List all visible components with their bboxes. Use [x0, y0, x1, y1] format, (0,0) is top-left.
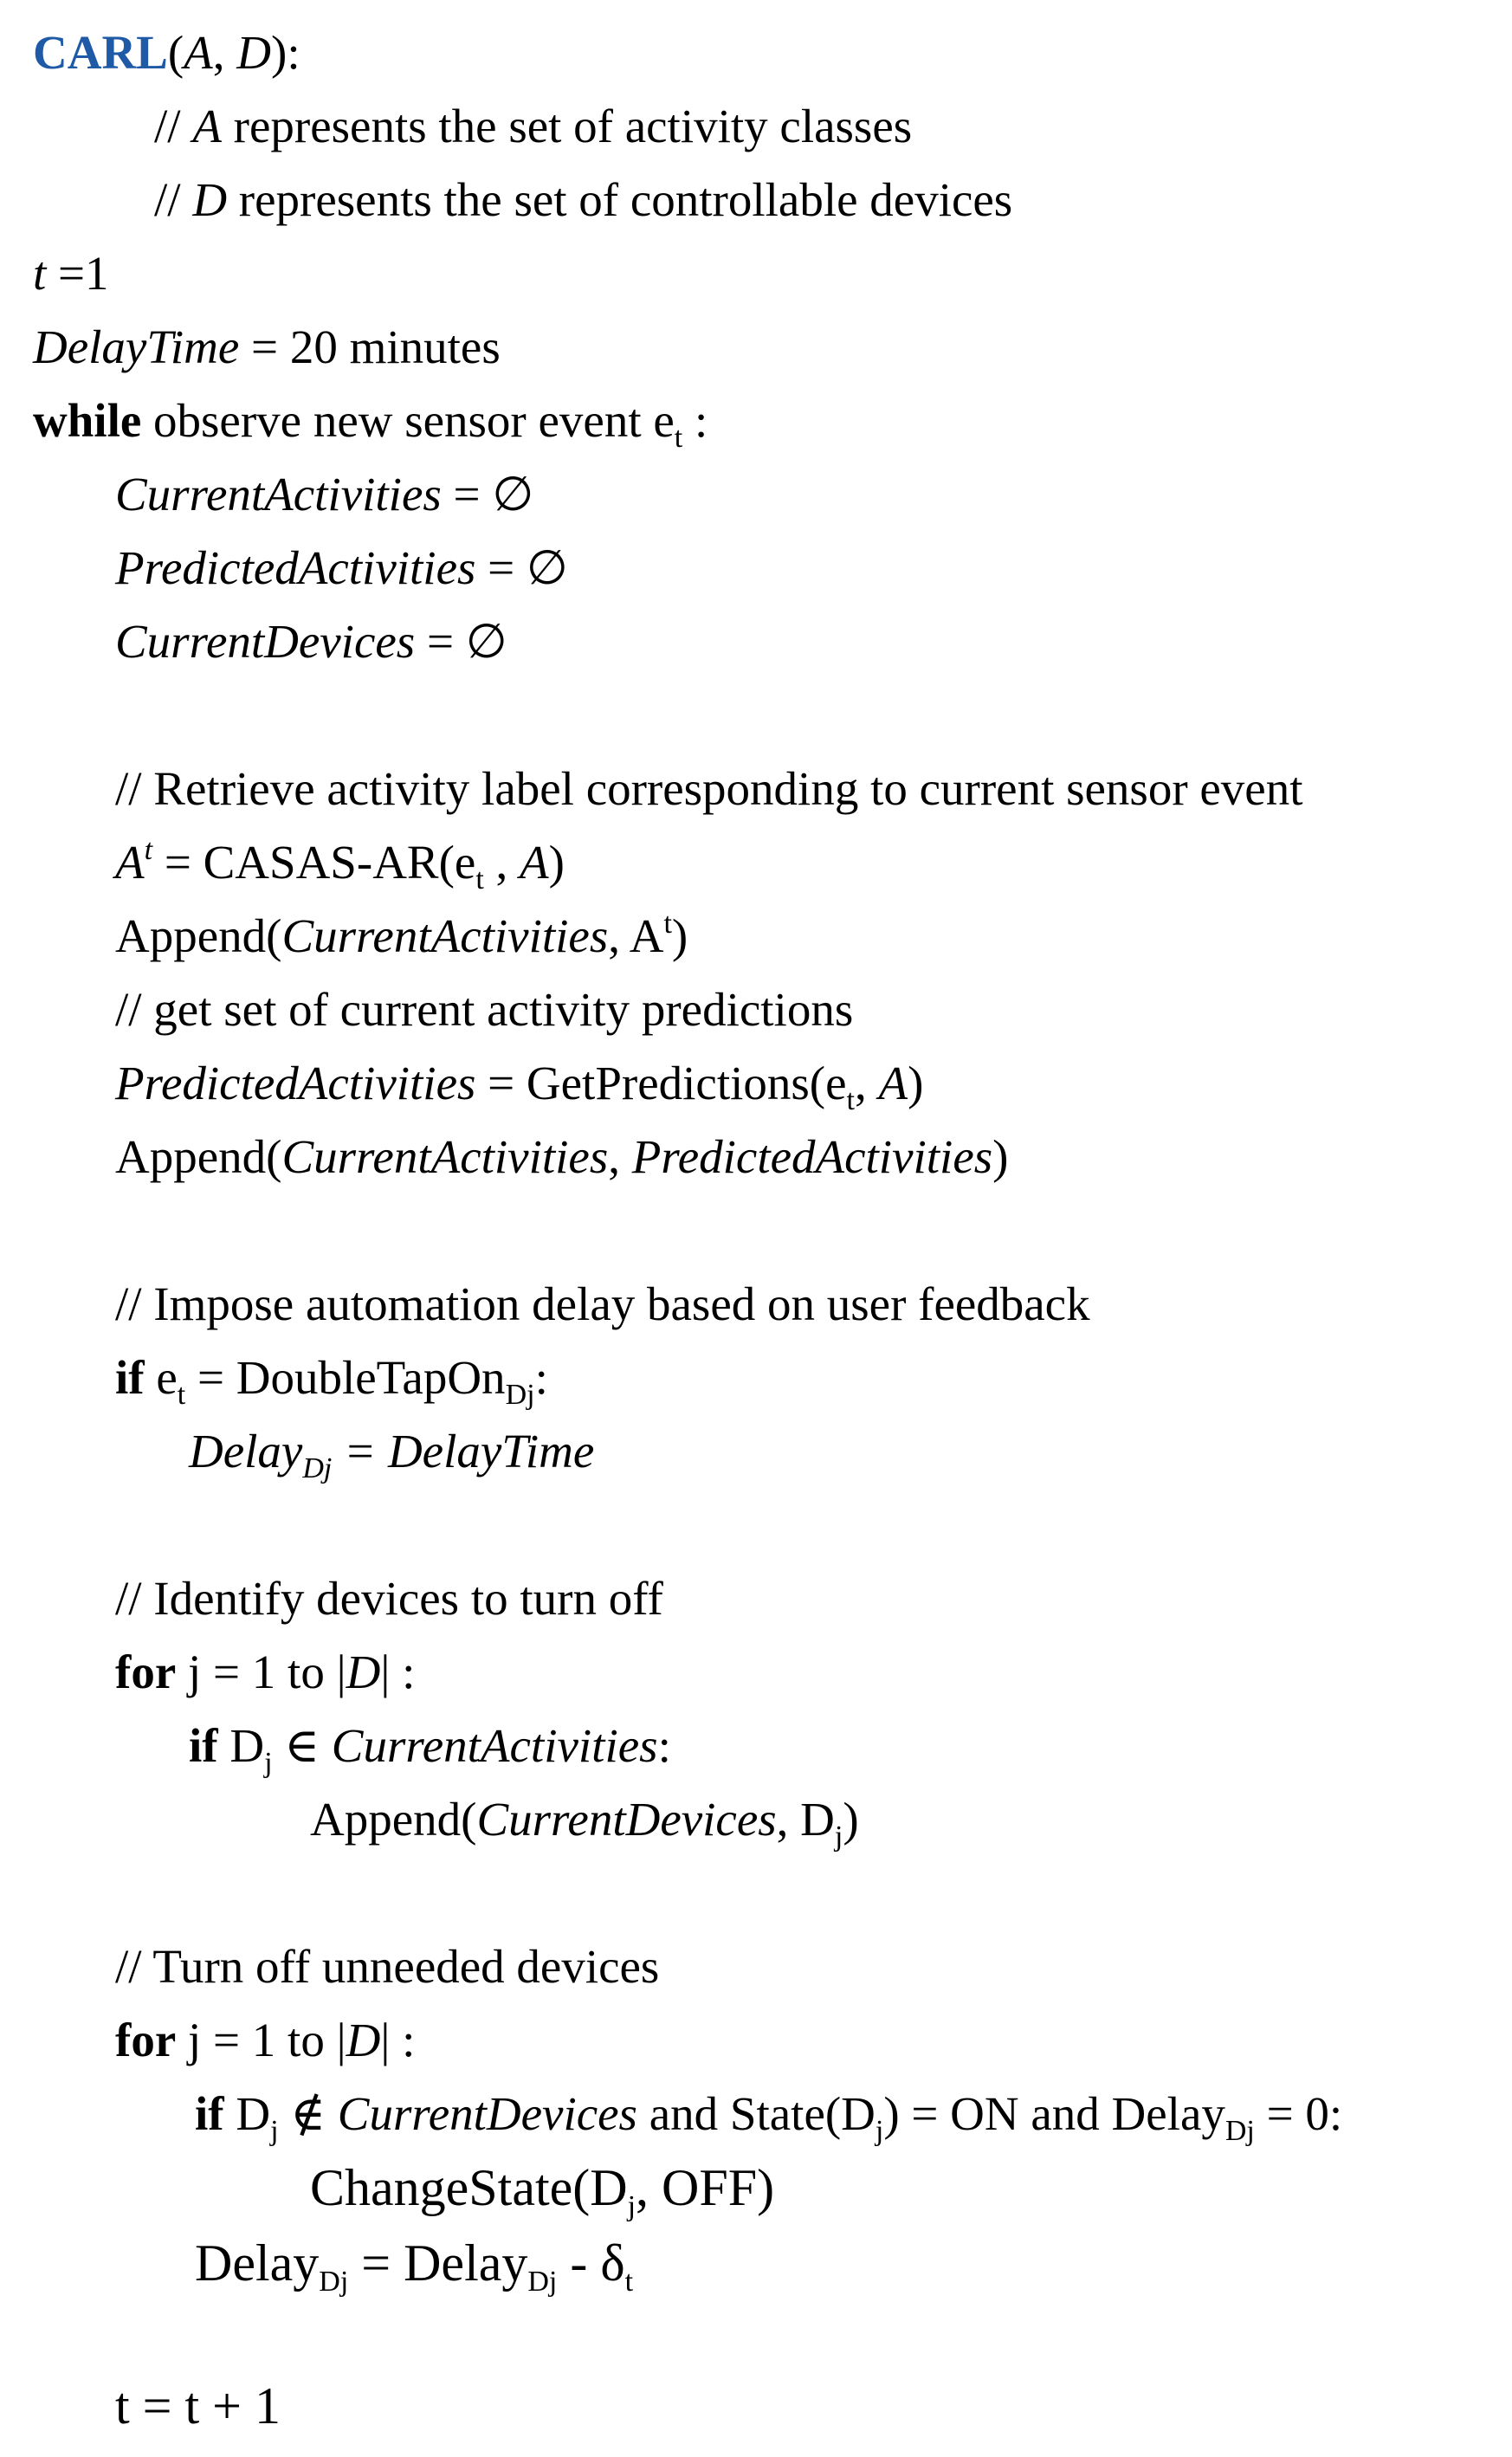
- subscript: t: [475, 863, 484, 896]
- param-separator: ,: [212, 26, 237, 79]
- assign: = GetPredictions(e: [475, 1057, 847, 1109]
- init-delay: [33, 319, 501, 376]
- comment-text: represents the set of controllable devices: [227, 173, 1013, 226]
- if-end: = 0:: [1254, 2087, 1343, 2140]
- var-d: D: [346, 2014, 381, 2066]
- for-turnoff-line: [115, 2012, 415, 2069]
- var-predicted-activities: PredictedActivities: [115, 541, 476, 594]
- assign: = DelayTime: [332, 1425, 595, 1477]
- for-text: j = 1 to |: [176, 2014, 346, 2066]
- paren-open: (: [167, 26, 184, 79]
- keyword-for: for: [115, 2014, 177, 2066]
- not-element-of: ∉: [278, 2087, 338, 2140]
- at-assign-line: [115, 834, 565, 896]
- superscript: t: [663, 908, 672, 940]
- subscript: j: [270, 2115, 279, 2147]
- var-delay: Delay: [189, 1425, 303, 1477]
- var-a: A: [115, 836, 145, 889]
- append-devices-line: [310, 1791, 859, 1852]
- comment-text: represents the set of activity classes: [221, 100, 913, 152]
- keyword-for: for: [115, 1646, 177, 1698]
- append-predicted-line: [115, 1128, 1008, 1186]
- separator: ,: [855, 1057, 879, 1109]
- subscript: Dj: [527, 2266, 558, 2298]
- change-end: , OFF): [636, 2159, 775, 2216]
- comment-prefix: //: [154, 173, 193, 226]
- predicted-activities-init: [115, 540, 568, 597]
- fn-append: Append(: [310, 1793, 477, 1846]
- fn-change-state: ChangeState(D: [310, 2159, 628, 2216]
- if-end: :: [534, 1351, 548, 1404]
- subscript: Dj: [1224, 2115, 1255, 2147]
- predicted-assign-line: [115, 1055, 924, 1116]
- var-current-activities: CurrentActivities: [281, 1130, 609, 1183]
- comment-identify: // Identify devices to turn off: [115, 1572, 663, 1625]
- paren-close: ): [671, 909, 688, 962]
- paren-close: ): [992, 1130, 1009, 1183]
- fn-append: Append(: [115, 1130, 282, 1183]
- while-end: :: [682, 394, 708, 447]
- separator: ,: [608, 1130, 632, 1183]
- assign-empty: = ∅: [441, 468, 534, 520]
- subscript: Dj: [319, 2266, 349, 2298]
- subscript: t: [674, 422, 683, 454]
- if-text: D: [217, 1719, 265, 1772]
- comment-retrieve: // Retrieve activity label corresponding to current sensor event: [115, 762, 1303, 815]
- comment-prefix: //: [154, 100, 193, 152]
- separator: , D: [776, 1793, 835, 1846]
- if-text: e: [144, 1351, 178, 1404]
- subscript: Dj: [302, 1452, 333, 1484]
- var-a: A: [878, 1057, 908, 1109]
- condition-delay: ) = ON and Delay: [883, 2087, 1225, 2140]
- if-in-activities-line: [189, 1717, 671, 1779]
- for-identify-line: [115, 1644, 415, 1701]
- for-text: j = 1 to |: [176, 1646, 346, 1698]
- assign: = DoubleTapOn: [185, 1351, 506, 1404]
- minus-delta: - δ: [557, 2234, 625, 2292]
- assign: = CASAS-AR(e: [152, 836, 476, 889]
- comment-predictions: // get set of current activity predictions: [115, 983, 854, 1036]
- comment-a: [154, 98, 912, 155]
- subscript: j: [264, 1747, 273, 1779]
- separator: ,: [483, 836, 520, 889]
- assign-empty: = ∅: [475, 541, 568, 594]
- increment-line: t = t + 1: [115, 2377, 281, 2434]
- subscript: t: [624, 2266, 634, 2298]
- init-t: [33, 245, 109, 302]
- keyword-if: if: [115, 1351, 145, 1404]
- assign: = 20 minutes: [239, 320, 501, 373]
- change-state-line: [310, 2159, 775, 2222]
- comment-turnoff: // Turn off unneeded devices: [115, 1940, 660, 1993]
- for-end: | :: [380, 1646, 416, 1698]
- paren-close: ): [843, 1793, 859, 1846]
- current-activities-init: [115, 466, 533, 523]
- for-end: | :: [380, 2014, 416, 2066]
- param-a: A: [184, 26, 213, 79]
- keyword-if: if: [189, 1719, 218, 1772]
- if-end: :: [657, 1719, 671, 1772]
- algorithm-name: CARL: [33, 26, 168, 79]
- var-current-activities: CurrentActivities: [281, 909, 609, 962]
- var-current-activities: CurrentActivities: [331, 1719, 658, 1772]
- comment-var: A: [192, 100, 222, 152]
- subscript: j: [627, 2190, 636, 2222]
- var-current-devices: CurrentDevices: [115, 615, 416, 668]
- while-line: [33, 392, 708, 454]
- condition-state: and State(D: [636, 2087, 876, 2140]
- separator: , A: [608, 909, 664, 962]
- subscript: t: [846, 1084, 855, 1116]
- assign-empty: = ∅: [415, 615, 507, 668]
- var-delay: Delay: [195, 2234, 320, 2292]
- paren-close: ):: [271, 26, 300, 79]
- delay-assign-line: [189, 1423, 595, 1484]
- keyword-while: while: [33, 394, 142, 447]
- fn-append: Append(: [115, 909, 282, 962]
- superscript: t: [144, 834, 153, 866]
- paren-close: ): [908, 1057, 924, 1109]
- var-a: A: [520, 836, 549, 889]
- var-current-activities: CurrentActivities: [115, 468, 442, 520]
- subscript: t: [177, 1379, 186, 1411]
- comment-feedback: // Impose automation delay based on user feedback: [115, 1277, 1090, 1330]
- var-current-devices: CurrentDevices: [337, 2087, 637, 2140]
- element-of: ∈: [272, 1719, 332, 1772]
- var-t: t: [33, 247, 47, 300]
- if-text: D: [223, 2087, 271, 2140]
- param-d: D: [236, 26, 272, 79]
- var-current-devices: CurrentDevices: [476, 1793, 777, 1846]
- var-predicted-activities: PredictedActivities: [631, 1130, 993, 1183]
- algorithm-signature: [33, 24, 300, 81]
- var-delaytime: DelayTime: [33, 320, 240, 373]
- comment-var: D: [192, 173, 228, 226]
- subscript: j: [834, 1820, 843, 1852]
- subscript: Dj: [505, 1379, 535, 1411]
- delay-decrement-line: [195, 2234, 634, 2298]
- assign: = Delay: [348, 2234, 528, 2292]
- if-doubletap-line: [115, 1349, 548, 1411]
- if-not-in-devices-line: [195, 2085, 1343, 2147]
- current-devices-init: [115, 613, 507, 670]
- comment-d: [154, 171, 1012, 229]
- while-text: observe new sensor event e: [141, 394, 675, 447]
- paren-close: ): [548, 836, 565, 889]
- keyword-if: if: [195, 2087, 224, 2140]
- var-d: D: [346, 1646, 381, 1698]
- append-activities-line: [115, 908, 688, 965]
- subscript: j: [875, 2115, 884, 2147]
- var-predicted-activities: PredictedActivities: [115, 1057, 476, 1109]
- assign: =1: [46, 247, 109, 300]
